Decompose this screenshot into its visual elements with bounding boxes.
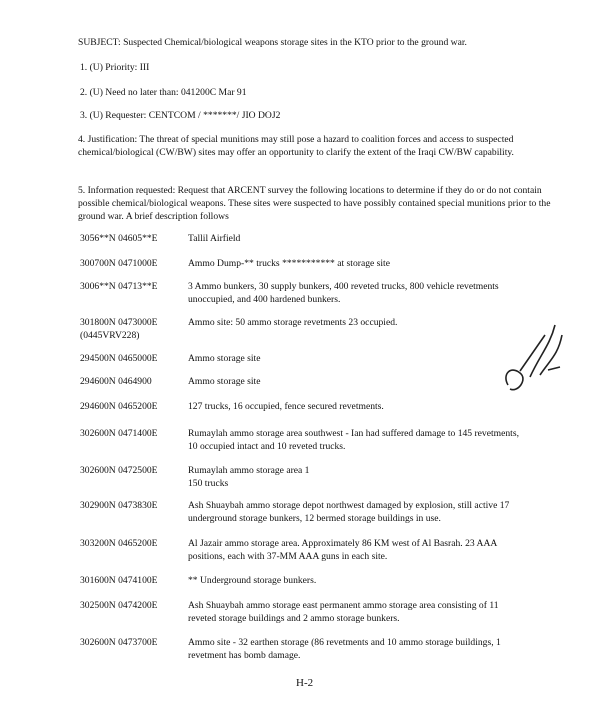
site-description: Al Jazair ammo storage area. Approximately 86 KM west of Al Basrah. 23 AAA positions, each with 37-MM AAA guns in each site. bbox=[188, 538, 497, 562]
item-need-date: 2. (U) Need no later than: 041200C Mar 91 bbox=[80, 87, 247, 98]
site-coordinates: 303200N 0465200E bbox=[80, 538, 158, 549]
site-coordinates: 302900N 0473830E bbox=[80, 500, 158, 511]
site-description: Rumaylah ammo storage area southwest - Ian had suffered damage to 145 revetments, 10 occupied intact and 10 reveted trucks. bbox=[188, 428, 519, 452]
site-description: Ammo storage site bbox=[188, 376, 261, 387]
site-coordinates: 302500N 0474200E bbox=[80, 600, 158, 611]
site-description: Rumaylah ammo storage area 1 150 trucks bbox=[188, 465, 310, 489]
page-number: H-2 bbox=[296, 677, 314, 689]
site-coordinates: 294600N 0465200E bbox=[80, 401, 158, 412]
site-description: Ammo site: 50 ammo storage revetments 23 occupied. bbox=[188, 317, 398, 328]
site-description: Ammo Dump-** trucks *********** at storage site bbox=[188, 258, 390, 269]
site-coordinates: 301800N 0473000E (0445VRV228) bbox=[80, 317, 158, 341]
site-coordinates: 3056**N 04605**E bbox=[80, 233, 158, 244]
site-description: ** Underground storage bunkers. bbox=[188, 575, 317, 586]
site-coordinates: 3006**N 04713**E bbox=[80, 281, 158, 292]
site-description: Ash Shuaybah ammo storage depot northwest damaged by explosion, still active 17 underground storage bunkers, 12 bermed storage buildings in use. bbox=[188, 500, 510, 524]
item-information-requested: 5. Information requested: Request that ARCENT survey the following locations to determine if they do or do not contain possible chemical/biological weapons. These sites were suspected to have possibly contained special munitions prior to the ground war. A brief description follows bbox=[78, 185, 551, 222]
site-description: 3 Ammo bunkers, 30 supply bunkers, 400 reveted trucks, 800 vehicle revetments unoccupied, and 400 hardened bunkers. bbox=[188, 281, 499, 305]
item-justification: 4. Justification: The threat of special munitions may still pose a hazard to coalition forces and access to suspected chemical/biological (CW/BW) sites may offer an opportunity to clarify the extent of the Iraqi CW/BW capability. bbox=[78, 134, 514, 158]
item-requester: 3. (U) Requester: CENTCOM / *******/ JIO DOJ2 bbox=[80, 110, 281, 121]
site-coordinates: 294500N 0465000E bbox=[80, 353, 158, 364]
item-priority: 1. (U) Priority: III bbox=[80, 62, 150, 73]
site-coordinates: 300700N 0471000E bbox=[80, 258, 158, 269]
site-coordinates: 302600N 0472500E bbox=[80, 465, 158, 476]
handwritten-signature bbox=[500, 315, 570, 400]
site-description: Ammo storage site bbox=[188, 353, 261, 364]
site-coordinates: 294600N 0464900 bbox=[80, 376, 152, 387]
site-coordinates: 302600N 0473700E bbox=[80, 637, 158, 648]
subject-line: SUBJECT: Suspected Chemical/biological weapons storage sites in the KTO prior to the ground war. bbox=[78, 37, 467, 48]
site-coordinates: 301600N 0474100E bbox=[80, 575, 158, 586]
site-description: Tallil Airfield bbox=[188, 233, 241, 244]
site-coordinates: 302600N 0471400E bbox=[80, 428, 158, 439]
site-description: Ammo site - 32 earthen storage (86 revetments and 10 ammo storage buildings, 1 revetment has bomb damage. bbox=[188, 637, 501, 661]
site-description: Ash Shuaybah ammo storage east permanent ammo storage area consisting of 11 reveted storage buildings and 2 ammo storage bunkers. bbox=[188, 600, 499, 624]
site-description: 127 trucks, 16 occupied, fence secured revetments. bbox=[188, 401, 384, 412]
